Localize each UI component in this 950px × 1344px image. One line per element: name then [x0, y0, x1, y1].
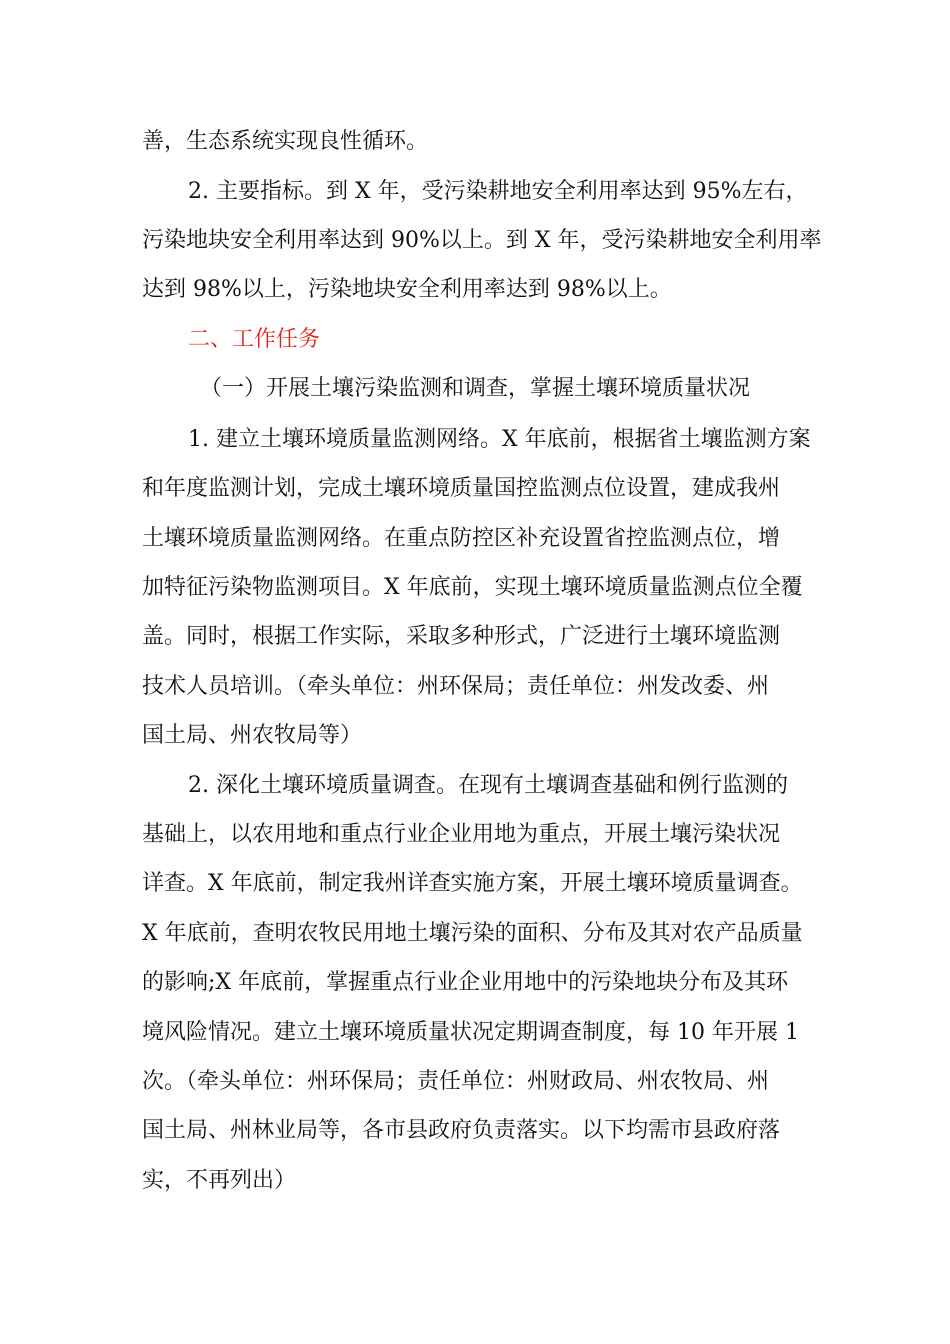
paragraph-line: 和年度监测计划，完成土壤环境质量国控监测点位设置，建成我州	[142, 476, 781, 501]
paragraph-line: 实，不再列出）	[142, 1168, 297, 1193]
section-heading: 二、工作任务	[188, 327, 321, 352]
paragraph-line: 次。（牵头单位：州环保局；责任单位：州财政局、州农牧局、州	[142, 1069, 770, 1094]
paragraph-line: 国土局、州林业局等，各市县政府负责落实。以下均需市县政府落	[142, 1118, 781, 1143]
paragraph-line: 土壤环境质量监测网络。在重点防控区补充设置省控监测点位，增	[142, 526, 781, 551]
paragraph-line: 达到 98%以上，污染地块安全利用率达到 98%以上。	[142, 277, 672, 302]
paragraph-line: X 年底前，查明农牧民用地土壤污染的面积、分布及其对农产品质量	[142, 921, 803, 946]
paragraph-line: 善，生态系统实现良性循环。	[142, 129, 429, 154]
paragraph-line: 1. 建立土壤环境质量监测网络。X 年底前，根据省土壤监测方案	[188, 427, 811, 452]
paragraph-line: 境风险情况。建立土壤环境质量状况定期调查制度，每 10 年开展 1	[142, 1020, 799, 1045]
paragraph-line: 盖。同时，根据工作实际，采取多种形式，广泛进行土壤环境监测	[142, 624, 781, 649]
paragraph-line: 的影响;X 年底前，掌握重点行业企业用地中的污染地块分布及其环	[142, 970, 789, 995]
paragraph-line: 详查。X 年底前，制定我州详查实施方案，开展土壤环境质量调查。	[142, 871, 803, 896]
paragraph-line: 2. 主要指标。到 X 年，受污染耕地安全利用率达到 95%左右，	[188, 179, 808, 204]
paragraph-line: 2. 深化土壤环境质量调查。在现有土壤调查基础和例行监测的	[188, 773, 788, 798]
paragraph-line: 污染地块安全利用率达到 90%以上。到 X 年，受污染耕地安全利用率	[142, 228, 822, 253]
subsection-heading: （一）开展土壤污染监测和调查，掌握土壤环境质量状况	[200, 376, 751, 401]
paragraph-line: 技术人员培训。（牵头单位：州环保局；责任单位：州发改委、州	[142, 674, 770, 699]
paragraph-line: 国土局、州农牧局等）	[142, 723, 363, 748]
paragraph-line: 加特征污染物监测项目。X 年底前，实现土壤环境质量监测点位全覆	[142, 575, 803, 600]
paragraph-line: 基础上，以农用地和重点行业企业用地为重点，开展土壤污染状况	[142, 822, 781, 847]
